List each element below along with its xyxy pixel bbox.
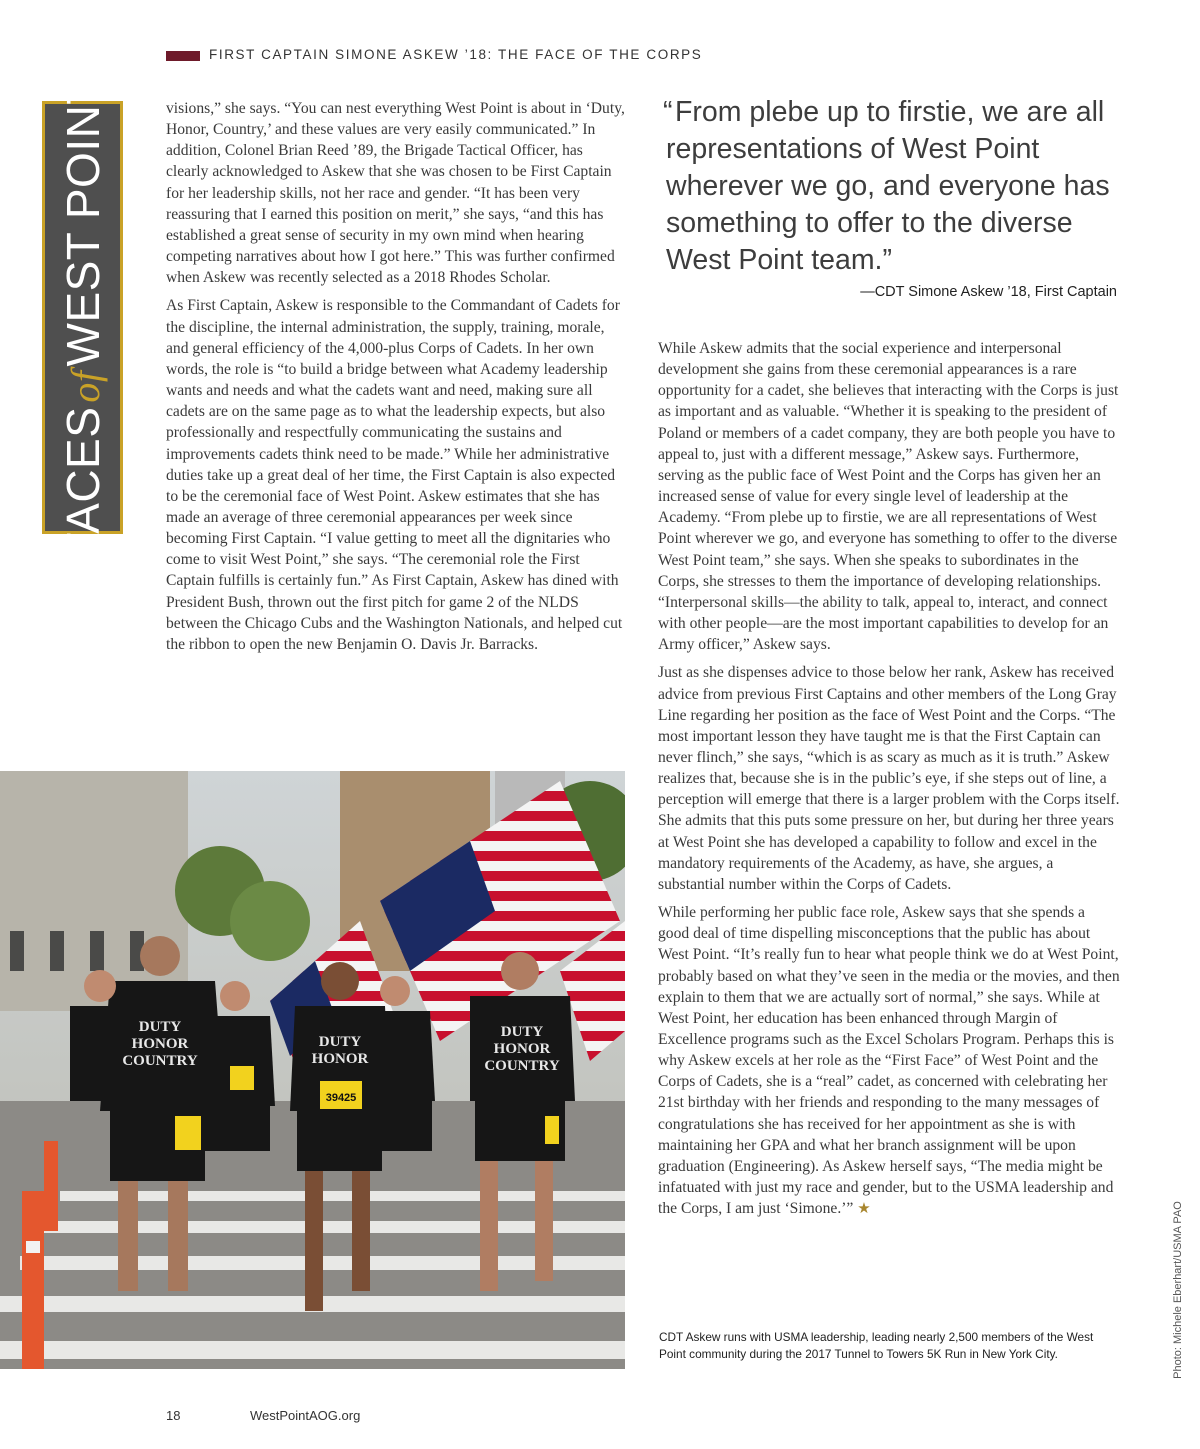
pull-quote bbox=[654, 94, 1124, 279]
pull-quote-open-mark: “ bbox=[663, 96, 673, 128]
shirt-text: DUTY bbox=[138, 1019, 182, 1035]
article-paragraph: Just as she dispenses advice to those below her rank, Askew has received advice from previous First Captains and other members of the Long Gray Line regarding her position as the face of West Point and the Corps. “The most important lesson they have taught me is that the First Captain can never flinch,” she says, “which is as scary as much as it is truth.” Askew realizes that, because she is in the public’s eye, if she steps out of line, a perception will emerge that there is a larger problem with the Corps itself. She admits that this puts some pressure on her, but during her three years at West Point she has developed a capability to follow and excel in the mandatory requirements of the Academy, as have, she argues, a substantial number within the Corps of Cadets. bbox=[658, 664, 1120, 893]
pull-quote-line: representations of West Point bbox=[666, 133, 1040, 165]
right-article-column bbox=[658, 338, 1120, 1227]
side-tab-label bbox=[56, 75, 109, 560]
shirt-text: HONOR bbox=[493, 1041, 551, 1057]
photo-caption: CDT Askew runs with USMA leadership, leading nearly 2,500 members of the West Point community during the 2017 Tunnel to Towers 5K Run in New York City. bbox=[659, 1330, 1094, 1361]
header-accent-bar bbox=[166, 51, 200, 61]
end-star-icon: ★ bbox=[857, 1201, 871, 1218]
shirt-text: HONOR bbox=[131, 1036, 189, 1052]
runners-photo bbox=[0, 771, 625, 1369]
pull-quote-line: From plebe up to firstie, we are all bbox=[675, 96, 1105, 128]
shirt-text: COUNTRY bbox=[484, 1058, 560, 1074]
pull-quote-attribution: —CDT Simone Askew ’18, First Captain bbox=[860, 284, 1117, 300]
faces-of-west-point-tab bbox=[42, 75, 123, 560]
article-paragraph-text: While performing her public face role, Askew says that she spends a good deal of time dispelling misconceptions that the public has about West Point. “It’s really fun to hear what people think we do at West Point, probably based on what they’ve seen in the media or the movies, and then explain to them that we are actually sort of normal,” she says. While at West Point, her education has been enhanced through Margin of Excellence programs such as the Excel Scholars Program. Perhaps this is why Askew excels at her role as the “First Face” of West Point and the Corps of Cadets, she is a “real” cadet, as concerned with celebrating her 21st birthday with her friends and responding to the many messages of congratulations she has received for her appointment as she is with maintaining her GPA and what her branch assignment will be upon graduation (Engineering). As Askew herself says, “The media might be infatuated with just my race and gender, but to the USMA leadership and the Corps, I am just ‘Simone.’” bbox=[658, 904, 1120, 1218]
running-title: FIRST CAPTAIN SIMONE ASKEW ’18: THE FACE OF THE CORPS bbox=[209, 47, 703, 62]
side-tab-word-of: of bbox=[62, 369, 108, 403]
shirt-text: COUNTRY bbox=[122, 1053, 198, 1069]
shirt-text: DUTY bbox=[318, 1034, 362, 1050]
website-link[interactable]: WestPointAOG.org bbox=[250, 1408, 361, 1423]
traffic-barrier bbox=[22, 1191, 44, 1369]
shirt-text: HONOR bbox=[311, 1051, 369, 1067]
article-paragraph: visions,” she says. “You can nest everything West Point is about in ‘Duty, Honor, Country,’ and these values are very easily communicated.” In addition, Colonel Brian Reed ’89, the Brigade Tactical Officer, has clearly acknowledged to Askew that she was chosen to be First Captain for her leadership skills, not her race and gender. “It has been very reassuring that I earned this position on merit,” she says, “and this has established a great sense of security in my own mind when hearing competing narratives about how I got here.” This was further confirmed when Askew was recently selected as a 2018 Rhodes Scholar. bbox=[166, 100, 625, 287]
photo-credit: Photo: Michele Eberhart/USMA PAO bbox=[1172, 1201, 1184, 1379]
article-paragraph-final bbox=[658, 902, 1120, 1220]
bib-number: 39425 bbox=[325, 1092, 357, 1104]
shirt-text: DUTY bbox=[500, 1024, 544, 1040]
article-paragraph: While Askew admits that the social experience and interpersonal development she gains from these ceremonial appearances is a rare opportunity for a cadet, she believes that interacting with the Corps is just as important and as valuable. “Whether it is speaking to the president of Poland or members of a cadet company, they are both people you have to appeal to, just with a different message,” Askew says. Furthermore, serving as the public face of West Point and the Corps has given her an increased sense of value for every single level of leadership at the Academy. “From plebe up to firstie, we are all representations of West Point wherever we go, and everyone has something to offer to the diverse West Point team,” she says. When she speaks to subordinates in the Corps, she stresses to them the importance of developing relationships. “Interpersonal skills—the ability to talk, appeal to, interact, and connect with other people—are the most important capabilities to develop for an Army officer,” Askew says. bbox=[658, 340, 1119, 654]
pull-quote-line: wherever we go, and everyone has bbox=[666, 170, 1110, 202]
left-article-column bbox=[166, 98, 628, 662]
page-number: 18 bbox=[166, 1408, 181, 1423]
pull-quote-line: West Point team.” bbox=[666, 244, 892, 276]
pull-quote-line: something to offer to the diverse bbox=[666, 207, 1073, 239]
side-tab-word-west-point: WEST POINT bbox=[56, 75, 109, 366]
article-paragraph: As First Captain, Askew is responsible to the Commandant of Cadets for the discipline, the internal administration, the supply, training, morale, and general efficiency of the 4,000-plus Corps of Cadets. In her own words, the role is “to build a bridge between what Academy leadership wants and needs and what the cadets want and need, making sure all cadets are on the same page as to what the leadership expects, but also professionally and respectfully communicating the sustains and improvements cadets think need to be made.” While her administrative duties take up a great deal of her time, the First Captain is also expected to be the ceremonial face of West Point. Askew estimates that she has made an average of three ceremonial appearances per week since becoming First Captain. “I value getting to meet all the dignitaries who come to visit West Point,” she says. “The ceremonial role the First Captain fulfills is certainly fun.” As First Captain, Askew has dined with President Bush, thrown out the first pitch for game 2 of the NLDS between the Chicago Cubs and the Washington Nationals, and helped cut the ribbon to open the new Benjamin O. Davis Jr. Barracks. bbox=[166, 297, 623, 653]
side-tab-word-faces: FACES bbox=[56, 406, 109, 560]
